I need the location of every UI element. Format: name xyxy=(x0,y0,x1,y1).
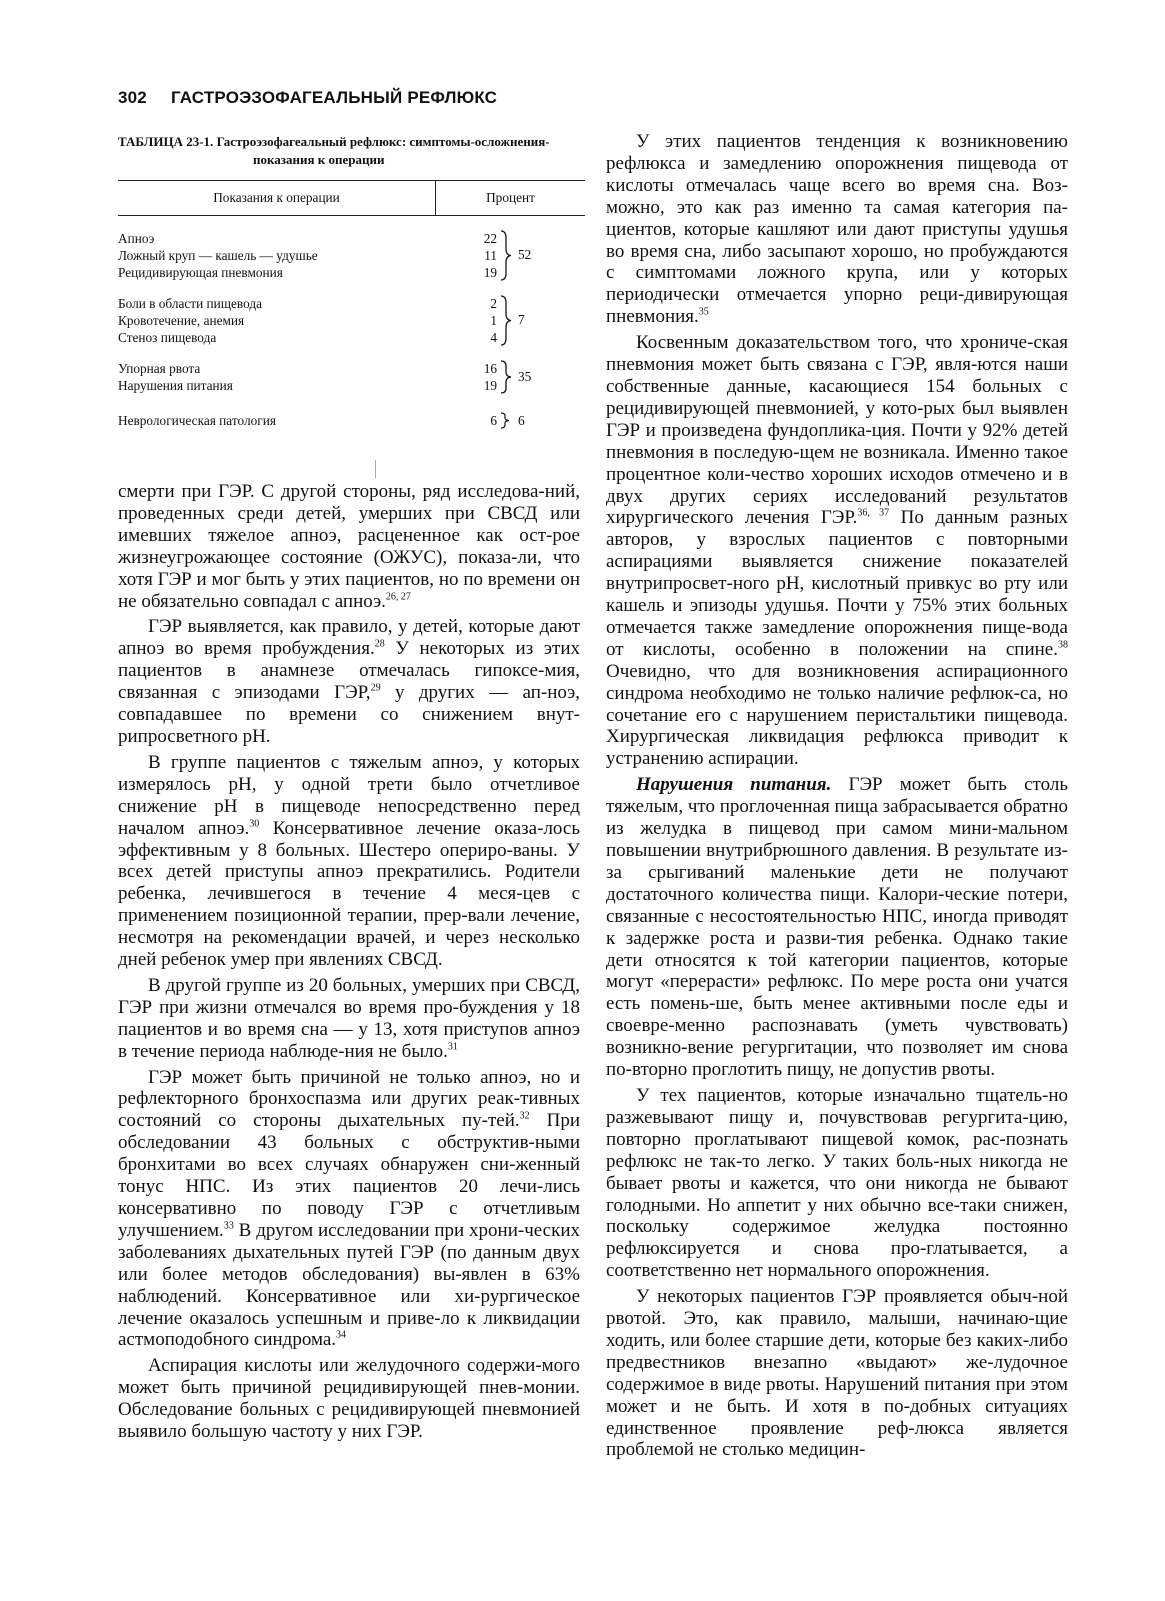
row-label: Неврологическая патология xyxy=(118,413,276,428)
table-group xyxy=(118,412,585,429)
row-value: 22 xyxy=(483,231,497,246)
row-value: 1 xyxy=(490,313,497,328)
paragraph xyxy=(118,975,580,1063)
running-head xyxy=(118,88,497,108)
text-run: Косвенным доказательством того, что хрониче-ская пневмония может быть связана с ГЭР, явля-ются наши собственные данные, касающиеся 154 больных с рецидивирующей пневмонией, у кото-рых был выявлен ГЭР и произведена фундоплика-ция. Почти у 92% детей пневмония в последую-щем не возникала. Именно такое процентное коли-чество хороших исходов отмечено и в двух других сериях исследований результатов хирургического лечения ГЭР. xyxy=(606,332,1068,529)
table-group xyxy=(118,230,585,281)
indications-table xyxy=(118,180,585,429)
section-runin-heading: Нарушения питания. xyxy=(636,774,832,796)
footnote-ref: 32 xyxy=(519,1111,530,1123)
table-caption xyxy=(118,133,580,169)
text-run: Консервативное лечение оказа-лось эффективным у 8 больных. Шестеро опериро-ваны. У всех детей приступы апноэ прекратились. Родители ребенка, лечившегося в течение 4 меся-цев с применением позиционной терапии, прер-вали лечение, несмотря на рекомендации врачей, и через несколько дней ребенок умер при явлениях СВСД. xyxy=(118,817,580,971)
table-row xyxy=(118,230,585,247)
text-run: у других — ап-ноэ, совпадавшее по времени со снижением внут-рипросветного pH. xyxy=(118,682,580,747)
column-header-percent: Процент xyxy=(486,190,535,205)
group-total: 52 xyxy=(518,247,532,262)
paragraph: У тех пациентов, которые изначально тщатель-но разжевывают пищу и, почувствовав регургита-цию, повторно проглатывают пищевой комок, рас-познать рефлюкс не так-то легко. У таких боль-ных никогда не бывает рвоты и кажется, что они никогда не бывают голодными. Но аппетит у них обычно все-таки снижен, поскольку содержимое желудка постоянно рефлюксируется и снова про-глатывается, а соответственно нет нормального опорожнения. xyxy=(606,1084,1068,1282)
paragraph xyxy=(118,1067,580,1352)
table-header xyxy=(118,180,585,216)
chapter-title: ГАСТРОЭЗОФАГЕАЛЬНЫЙ РЕФЛЮКС xyxy=(170,88,498,107)
table-caption-text: Гастроэзофагеальный рефлюкс: симптомы-осложнения-показания к операции xyxy=(216,134,550,167)
text-run: ГЭР может быть причиной не только апноэ, но и рефлекторного бронхоспазма или других реак-тивных состояний со стороны дыхательных пу-тей. xyxy=(118,1066,580,1132)
paragraph xyxy=(606,774,1068,1081)
paragraph xyxy=(118,481,580,612)
paragraph xyxy=(118,752,580,971)
text-run: В другом исследовании при хрони-ческих заболеваниях дыхательных путей ГЭР (по данным двух или более методов обследования) вы-явлен в 63% наблюдений. Консервативное или хи-рургическое лечение оказалось успешным и приве-ло к ликвидации астмоподобного синдрома. xyxy=(118,1219,580,1351)
table-row xyxy=(118,312,585,329)
right-column xyxy=(606,131,1068,1461)
column-header-indications: Показания к операции xyxy=(213,190,340,205)
right-brace-icon xyxy=(500,230,512,281)
page-number: 302 xyxy=(118,88,147,107)
footnote-ref: 28 xyxy=(374,639,385,651)
row-value: 19 xyxy=(483,378,497,393)
table-row xyxy=(118,329,585,346)
left-column xyxy=(118,481,580,1443)
row-value: 16 xyxy=(483,361,497,376)
right-brace-icon xyxy=(500,412,512,429)
text-run: ГЭР может быть столь тяжелым, что проглоченная пища забрасывается обратно из желудка в пищевод при самом мини-мальном повышении внутрибрюшного давления. В результате из-за срыгиваний маленькие дети не получают достаточного количества пищи. Калори-ческие потери, связанные с несостоятельностью НПС, иногда приводят к задержке роста и разви-тия ребенка. Однако такие дети относятся к той категории пациентов, которые могут «перерасти» рефлюкс. По мере роста они учатся есть помень-ше, быть менее активными после еды и своевре-менно распознавать (уметь чувствовать) возникно-вение регургитации, что позволяет им снова по-вторно проглотить пищу, не допустив рвоты. xyxy=(606,774,1068,1081)
text-run: У некоторых из этих пациентов в анамнезе отмечалась гипоксе-мия, связанная с эпизодами ГЭР, xyxy=(118,638,580,704)
text-run: Очевидно, что для возникновения аспирационного синдрома необходимо не только наличие рефлюк-са, но сочетание его с нарушением перистальтики пищевода. Хирургическая ликвидация рефлюкса приводит к устранению аспирации. xyxy=(606,660,1068,770)
text-run: ГЭР выявляется, как правило, у детей, которые дают апноэ во время пробуждения. xyxy=(118,616,580,660)
footnote-ref: 26, 27 xyxy=(385,591,411,603)
footnote-ref: 35 xyxy=(698,306,709,318)
table-row xyxy=(118,360,585,377)
row-label: Апноэ xyxy=(118,231,155,246)
row-label: Кровотечение, анемия xyxy=(118,313,245,328)
paragraph xyxy=(606,131,1068,328)
table-group xyxy=(118,295,585,346)
row-label: Рецидивирующая пневмония xyxy=(118,265,283,280)
footnote-ref: 30 xyxy=(249,818,260,830)
text-run: При обследовании 43 больных с обструктив-ными бронхитами во всех случаях обнаружен сни-женный тонус НПС. Из этих пациентов 20 лечи-лись консервативно по поводу ГЭР с отчетливым улучшением. xyxy=(118,1110,581,1241)
row-value: 11 xyxy=(484,248,497,263)
footnote-ref: 31 xyxy=(447,1041,458,1053)
right-brace-icon xyxy=(500,295,512,346)
row-value: 4 xyxy=(490,330,497,345)
footnote-ref: 36, 37 xyxy=(857,508,890,520)
group-total: 6 xyxy=(518,413,525,428)
paragraph xyxy=(118,616,580,747)
table-row xyxy=(118,247,585,264)
text-run: По данным разных авторов, у взрослых пациентов с повторными аспирациями выявляется снижение показателей внутрипросвет-ного pH, кислотный привкус во рту или кашель и эпизоды удушья. Почти у 75% этих больных отмечается также замедление опорожнения пище-вода от кислоты, особенно в положении на спине. xyxy=(606,507,1068,660)
footnote-ref: 33 xyxy=(223,1220,234,1232)
footnote-ref: 34 xyxy=(336,1330,347,1342)
row-label: Стеноз пищевода xyxy=(118,330,217,345)
text-run: В группе пациентов с тяжелым апноэ, у которых измерялось pH, у одной трети было отчетливое снижение pH в пищеводе непосредственно перед началом апноэ. xyxy=(118,751,580,839)
right-brace-icon xyxy=(500,360,512,394)
text-run: У этих пациентов тенденция к возникновению рефлюкса и замедлению опорожнения пищевода от кислоты отмечалась чаще всего во время сна. Воз-можно, это как раз именно та самая категория па-циентов, которые кашляют или дают приступы удушья во время сна, либо засыпают хорошо, но пробуждаются с симптомами ложного крупа, или у которых периодически отмечается упорно реци-дивирующая пневмония. xyxy=(606,131,1068,328)
row-label: Ложный круп — кашель — удушье xyxy=(118,248,318,263)
table-row xyxy=(118,377,585,394)
paragraph: Аспирация кислоты или желудочного содержи-мого может быть причиной рецидивирующей пнев-монии. Обследование больных с рецидивирующей пневмонией выявило большую частоту у них ГЭР. xyxy=(118,1355,580,1443)
table-group xyxy=(118,360,585,394)
paragraph: У некоторых пациентов ГЭР проявляется обыч-ной рвотой. Это, как правило, малыши, начинаю-щие ходить, или более старшие дети, которые без каких-либо предвестников внезапно «выдают» же-лудочное содержимое в виде рвоты. Нарушений питания при этом может и не быть. И хотя в по-добных ситуациях единственное проявление реф-люкса является проблемой не столько медицин- xyxy=(606,1286,1068,1461)
row-label: Нарушения питания xyxy=(118,378,233,393)
row-label: Боли в области пищевода xyxy=(118,296,263,311)
text-run: смерти при ГЭР. С другой стороны, ряд исследова-ний, проведенных среди детей, умерших при СВСД или имевших тяжелое апноэ, расцененное как ост-рое жизнеугрожающее состояние (ОЖУС), показа-ли, что хотя ГЭР и мог быть у этих пациентов, но по времени он не обязательно совпадал с апноэ. xyxy=(118,481,580,612)
table-row xyxy=(118,264,585,281)
row-value: 6 xyxy=(490,413,497,428)
table-row xyxy=(118,295,585,312)
table-row xyxy=(118,412,585,429)
row-value: 19 xyxy=(483,265,497,280)
footnote-ref: 29 xyxy=(370,682,381,694)
table-caption-label: ТАБЛИЦА 23-1. xyxy=(118,134,214,149)
footnote-ref: 38 xyxy=(1058,639,1068,651)
divider xyxy=(375,460,376,478)
text-run: В другой группе из 20 больных, умерших при СВСД, ГЭР при жизни отмечался во время про-буждения у 18 пациентов и во время сна — у 13, хотя приступов апноэ в течение периода наблюде-ния не было. xyxy=(118,974,580,1062)
row-value: 2 xyxy=(490,296,497,311)
row-label: Упорная рвота xyxy=(118,361,201,376)
group-total: 7 xyxy=(518,312,525,327)
group-total: 35 xyxy=(518,369,532,384)
paragraph xyxy=(606,332,1068,770)
